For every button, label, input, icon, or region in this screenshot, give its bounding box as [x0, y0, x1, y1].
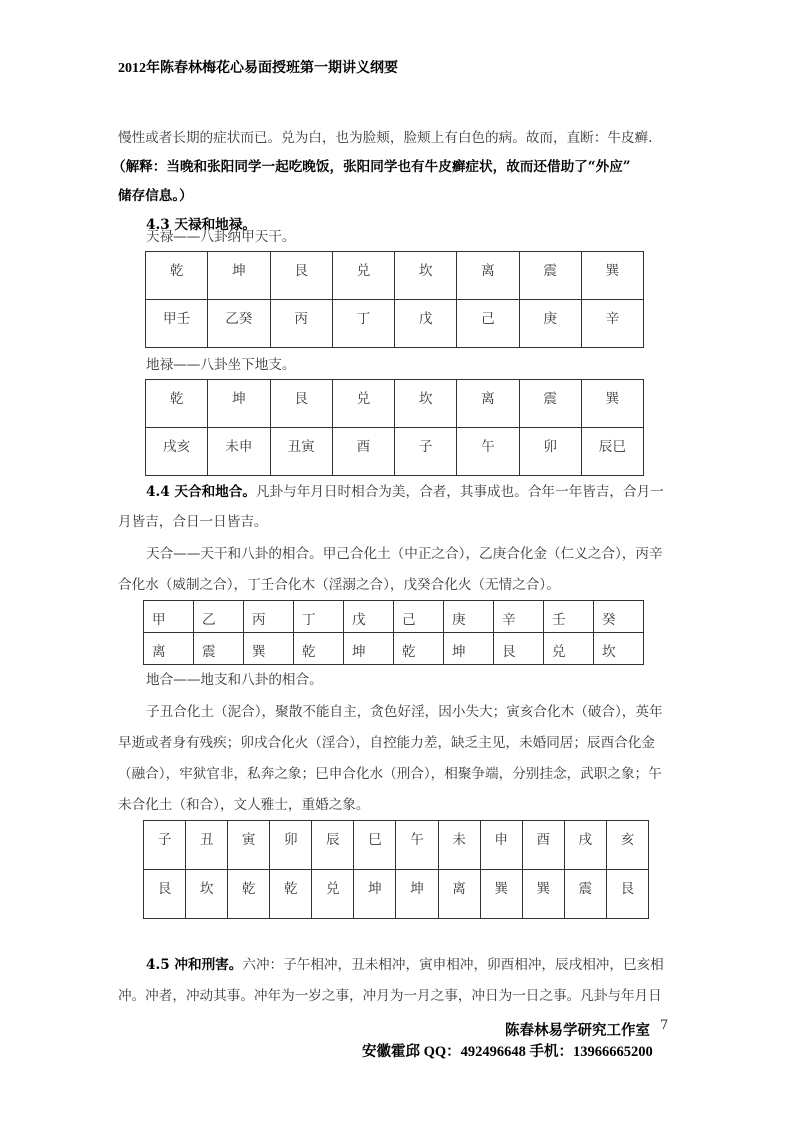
dihe-para-line: （融合），牢狱官非，私奔之象；巳申合化水（刑合），相聚争端，分别挂念，武职之象；午: [118, 766, 662, 782]
trigram-cell: 兑: [332, 380, 394, 428]
trigram-cell: 震: [519, 380, 581, 428]
table-row: [144, 870, 649, 919]
branch-cell: 丑: [186, 821, 228, 870]
trigram-cell: 艮: [270, 252, 332, 300]
trigram-cell: 艮: [270, 380, 332, 428]
trigram-cell: 坤: [344, 633, 394, 665]
trigram-cell: 震: [194, 633, 244, 665]
dihe-para-line: 子丑合化土（泥合），聚散不能自主，贪色好淫，因小失大；寅亥合化木（破合），英年: [146, 704, 663, 720]
trigram-cell: 兑: [332, 252, 394, 300]
branch-cell: 未申: [208, 428, 270, 476]
intro-line: 慢性或者长期的症状而已。兑为白，也为脸颊，脸颊上有白色的病。故而，直断：牛皮癣.: [118, 130, 653, 146]
trigram-cell: 离: [438, 870, 480, 919]
trigram-cell: 坤: [208, 252, 270, 300]
stem-cell: 癸: [594, 601, 644, 633]
trigram-cell: 坎: [594, 633, 644, 665]
table-row: [144, 821, 649, 870]
stem-cell: 丁: [332, 300, 394, 348]
stem-cell: 丁: [294, 601, 344, 633]
section-title-4-5: 4.5 冲和刑害。: [146, 957, 243, 973]
stem-cell: 辛: [494, 601, 544, 633]
footer-studio: 陈春林易学研究工作室: [505, 1022, 650, 1039]
section-4-5-line-2: 冲。冲者，冲动其事。冲年为一岁之事，冲月为一月之事，冲日为一日之事。凡卦与年月日: [118, 988, 662, 1004]
stem-cell: 甲: [144, 601, 194, 633]
trigram-cell: 坤: [444, 633, 494, 665]
trigram-cell: 震: [519, 252, 581, 300]
table-row: [146, 380, 644, 428]
stem-cell: 庚: [444, 601, 494, 633]
dihe-caption: 地合——地支和八卦的相合。: [146, 672, 323, 688]
table-row: [144, 601, 644, 633]
branch-cell: 丑寅: [270, 428, 332, 476]
branch-cell: 辰巳: [581, 428, 643, 476]
note-line-1: （解释：当晚和张阳同学一起吃晚饭，张阳同学也有牛皮癣症状，故而还借助了“外应”: [112, 159, 631, 175]
trigram-cell: 乾: [270, 870, 312, 919]
trigram-cell: 震: [564, 870, 606, 919]
section-title-4-3: 4.3 天禄和地禄。: [146, 217, 256, 233]
trigram-cell: 坤: [396, 870, 438, 919]
branch-cell: 亥: [606, 821, 648, 870]
branch-cell: 卯: [270, 821, 312, 870]
trigram-cell: 巽: [480, 870, 522, 919]
page-number: 7: [660, 1018, 669, 1033]
table-row: [144, 633, 644, 665]
tianhe-table: [143, 600, 644, 665]
trigram-cell: 乾: [228, 870, 270, 919]
stem-cell: 己: [457, 300, 519, 348]
branch-cell: 戌: [564, 821, 606, 870]
branch-cell: 午: [396, 821, 438, 870]
trigram-cell: 离: [144, 633, 194, 665]
section-4-5-text: 六冲：子午相冲，丑未相冲，寅申相冲，卯酉相冲，辰戌相冲，巳亥相: [242, 957, 664, 973]
trigram-cell: 坤: [208, 380, 270, 428]
tianlu-caption: 天禄——八卦纳甲天干。: [146, 229, 296, 245]
trigram-cell: 乾: [146, 380, 208, 428]
trigram-cell: 乾: [394, 633, 444, 665]
trigram-cell: 巽: [522, 870, 564, 919]
document-header: 2012年陈春林梅花心易面授班第一期讲义纲要: [118, 61, 398, 76]
table-row: [146, 252, 644, 300]
branch-cell: 巳: [354, 821, 396, 870]
trigram-cell: 艮: [144, 870, 186, 919]
dihe-para-line: 未合化土（和合），文人雅士，重婚之象。: [118, 797, 370, 813]
tianlu-table: [145, 251, 644, 348]
trigram-cell: 巽: [581, 380, 643, 428]
trigram-cell: 坎: [395, 380, 457, 428]
stem-cell: 庚: [519, 300, 581, 348]
trigram-cell: 巽: [244, 633, 294, 665]
stem-cell: 壬: [544, 601, 594, 633]
section-4-4-line-2: 月皆吉，合日一日皆吉。: [118, 514, 268, 530]
branch-cell: 酉: [522, 821, 564, 870]
stem-cell: 甲壬: [146, 300, 208, 348]
stem-cell: 辛: [581, 300, 643, 348]
branch-cell: 卯: [519, 428, 581, 476]
branch-cell: 申: [480, 821, 522, 870]
trigram-cell: 坎: [186, 870, 228, 919]
note-line-2: 储存信息。）: [118, 188, 193, 204]
branch-cell: 辰: [312, 821, 354, 870]
table-row: [146, 428, 644, 476]
branch-cell: 午: [457, 428, 519, 476]
tianhe-line-2: 合化水（威制之合），丁壬合化木（淫溺之合），戊癸合化火（无情之合）。: [118, 577, 560, 593]
trigram-cell: 坤: [354, 870, 396, 919]
trigram-cell: 艮: [606, 870, 648, 919]
trigram-cell: 坎: [395, 252, 457, 300]
branch-cell: 未: [438, 821, 480, 870]
branch-cell: 子: [144, 821, 186, 870]
branch-cell: 子: [395, 428, 457, 476]
trigram-cell: 兑: [544, 633, 594, 665]
trigram-cell: 离: [457, 380, 519, 428]
table-row: [146, 300, 644, 348]
stem-cell: 己: [394, 601, 444, 633]
stem-cell: 乙癸: [208, 300, 270, 348]
stem-cell: 戊: [395, 300, 457, 348]
section-4-4-text: 凡卦与年月日时相合为美，合者，其事成也。合年一年皆吉，合月一: [255, 484, 664, 500]
stem-cell: 乙: [194, 601, 244, 633]
branch-cell: 酉: [332, 428, 394, 476]
dihe-table: [143, 820, 649, 919]
trigram-cell: 乾: [146, 252, 208, 300]
tianhe-line-1: 天合——天干和八卦的相合。甲己合化土（中正之合），乙庚合化金（仁义之合），丙辛: [146, 546, 663, 562]
stem-cell: 丙: [244, 601, 294, 633]
trigram-cell: 乾: [294, 633, 344, 665]
dihe-para-line: 早逝或者身有残疾；卯戌合化火（淫合），自控能力差，缺乏主见，未婚同居；辰酉合化金: [118, 735, 655, 751]
trigram-cell: 离: [457, 252, 519, 300]
trigram-cell: 兑: [312, 870, 354, 919]
trigram-cell: 巽: [581, 252, 643, 300]
branch-cell: 戌亥: [146, 428, 208, 476]
trigram-cell: 艮: [494, 633, 544, 665]
dilu-caption: 地禄——八卦坐下地支。: [146, 357, 296, 373]
stem-cell: 丙: [270, 300, 332, 348]
section-title-4-4: 4.4 天合和地合。: [146, 484, 256, 500]
dilu-table: [145, 379, 644, 476]
branch-cell: 寅: [228, 821, 270, 870]
stem-cell: 戊: [344, 601, 394, 633]
footer-contact: 安徽霍邱 QQ：492496648 手机：13966665200: [362, 1044, 653, 1060]
